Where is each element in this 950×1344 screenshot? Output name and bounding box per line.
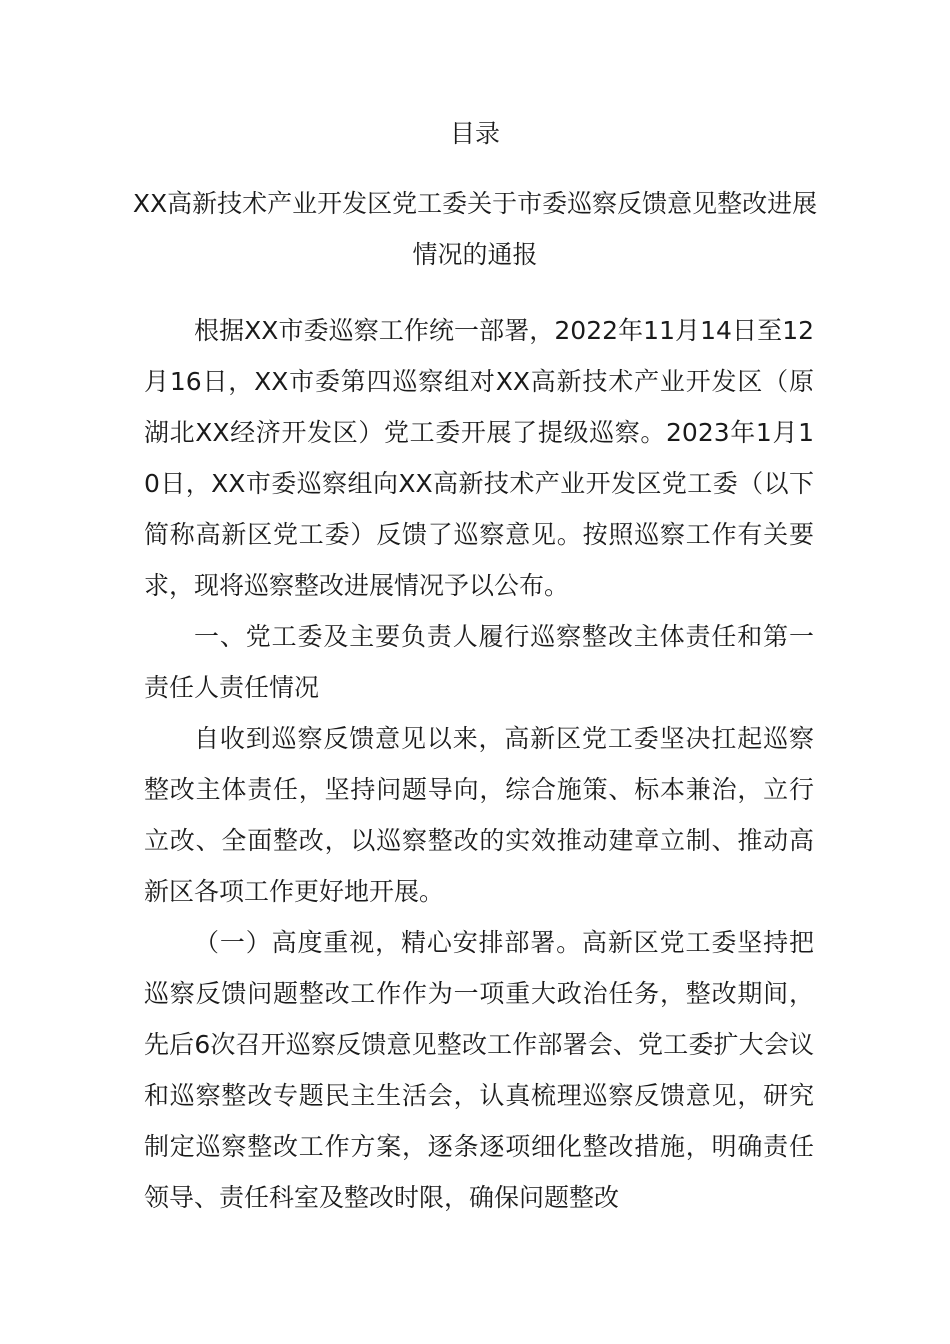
document-body (144, 305, 814, 1223)
document-title: XX高新技术产业开发区党工委关于市委巡察反馈意见整改进展情况的通报 (132, 189, 818, 269)
paragraph-subsection-1: （一）高度重视，精心安排部署。高新区党工委坚持把巡察反馈问题整改工作作为一项重大政治任务，整改期间，先后6次召开巡察反馈意见整改工作部署会、党工委扩大会议和巡察整改专题民主生活会，认真梳理巡察反馈意见，研究制定巡察整改工作方案，逐条逐项细化整改措施，明确责任领导、责任科室及整改时限，确保问题整改 (144, 928, 814, 1212)
paragraph-section-1: 自收到巡察反馈意见以来，高新区党工委坚决扛起巡察整改主体责任，坚持问题导向，综合施策、标本兼治，立行立改、全面整改，以巡察整改的实效推动建章立制、推动高新区各项工作更好地开展。 (144, 724, 814, 906)
paragraph-intro: 根据XX市委巡察工作统一部署，2022年11月14日至12月16日，XX市委第四巡察组对XX高新技术产业开发区（原湖北XX经济开发区）党工委开展了提级巡察。2023年1月10日，XX市委巡察组向XX高新技术产业开发区党工委（以下简称高新区党工委）反馈了巡察意见。按照巡察工作有关要求，现将巡察整改进展情况予以公布。 (144, 316, 814, 600)
section-heading-1: 一、党工委及主要负责人履行巡察整改主体责任和第一责任人责任情况 (144, 622, 814, 702)
toc-title: 目录 (449, 119, 500, 148)
